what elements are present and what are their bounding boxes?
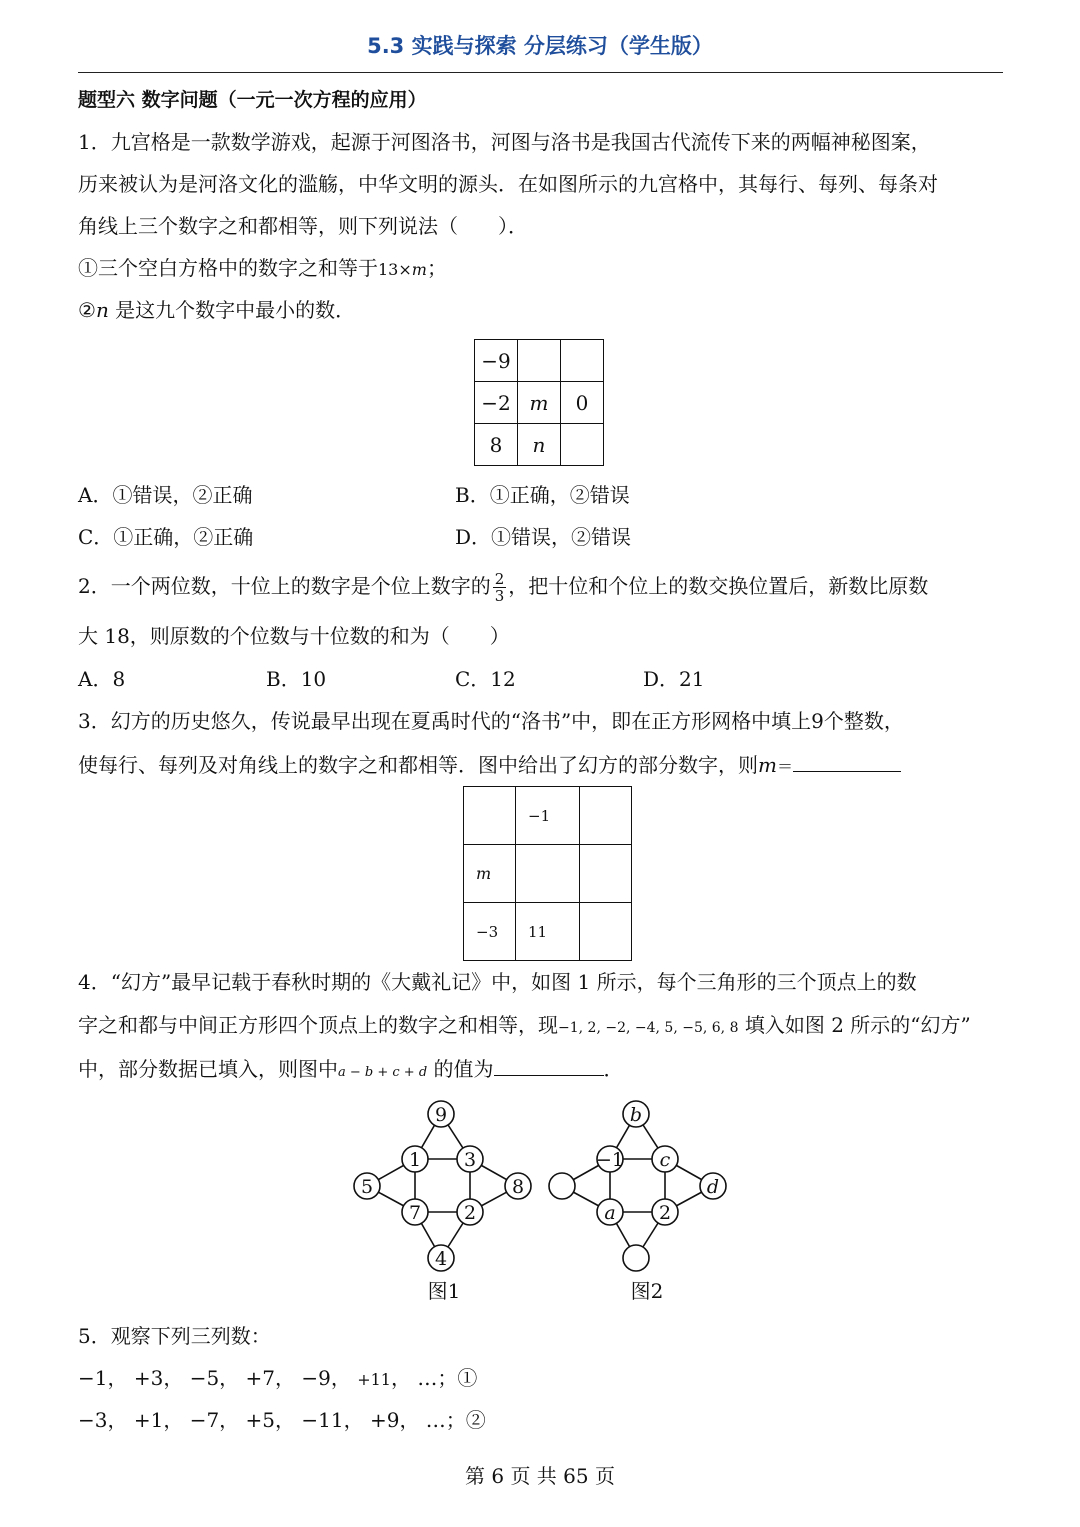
q1-cell — [518, 340, 561, 382]
q1-option-d: D．①错误，②错误 — [455, 525, 632, 549]
seq2-term: −3 — [78, 1408, 108, 1432]
seq2-term: +9 — [369, 1408, 400, 1432]
q1-cell: −2 — [475, 382, 518, 424]
q4-figure-1 — [340, 1092, 540, 1307]
q1-statement-1 — [78, 254, 447, 284]
q2-frac-denominator: 3 — [494, 587, 505, 605]
fig1-node-right: 8 — [511, 1176, 525, 1198]
fig2-node-right: d — [706, 1176, 720, 1198]
q3-cell: 11 — [516, 903, 580, 961]
q4-line-1: 4．“幻方”最早记载于春秋时期的《大戴礼记》中，如图 1 所示，每个三角形的三个顶点上的数 — [78, 970, 917, 994]
seq1-term: −5 — [189, 1366, 220, 1390]
fig1-node-square-br: 2 — [463, 1202, 477, 1224]
q1-cell: n — [518, 424, 561, 466]
q3-cell — [464, 787, 516, 845]
page-header-title: 5.3 实践与探索 分层练习（学生版） — [367, 34, 713, 58]
fig1-node-top: 9 — [434, 1104, 448, 1126]
q1-statement-2 — [78, 296, 355, 324]
q4-line-3 — [78, 1053, 624, 1087]
q1-s1-end: ； — [426, 256, 447, 280]
q3-cell — [516, 845, 580, 903]
fig1-node-left: 5 — [360, 1176, 374, 1198]
q2-text-2: ，把十位和个位上的数交换位置后，新数比原数 — [508, 574, 929, 598]
seq1-term: +7 — [245, 1366, 276, 1390]
q1-option-a: A．①错误，②正确 — [78, 483, 253, 507]
q3-cell — [580, 903, 632, 961]
q4-line-2b: 填入如图 2 所示的“幻方” — [738, 1013, 971, 1037]
q4-answer-blank[interactable] — [494, 1053, 604, 1076]
seq1-tag: ① — [457, 1366, 478, 1390]
seq1-term: −9 — [301, 1366, 331, 1390]
q1-magic-square — [474, 339, 604, 466]
q3-line-2-text: 使每行、每列及对角线上的数字之和都相等．图中给出了幻方的部分数字，则 — [78, 753, 758, 777]
q1-s1-text: ①三个空白方格中的数字之和等于 — [78, 256, 378, 280]
fig2-node-square-tl: −1 — [595, 1149, 625, 1171]
q3-cell: −3 — [464, 903, 516, 961]
seq1-term: +11 — [357, 1370, 391, 1389]
fig2-caption: 图2 — [630, 1279, 664, 1303]
q3-magic-square — [463, 786, 632, 961]
q2-line-2: 大 18，则原数的个位数与十位数的和为（ ） — [78, 624, 510, 648]
q2-option-b: B．10 — [266, 667, 327, 691]
q1-s2-text: 是这九个数字中最小的数． — [108, 298, 356, 322]
q3-cell — [580, 787, 632, 845]
q2-fraction — [493, 571, 507, 604]
q1-s1-var: m — [411, 260, 427, 279]
q3-cell: m — [464, 845, 516, 903]
q1-line-3: 角线上三个数字之和都相等，则下列说法（ ）． — [78, 214, 528, 238]
q1-line-2: 历来被认为是河洛文化的滥觞，中华文明的源头．在如图所示的九宫格中，其每行、每列、每条对 — [78, 172, 938, 196]
fig1-node-square-tr: 3 — [463, 1149, 477, 1171]
q1-option-b: B．①正确，②错误 — [455, 483, 630, 507]
seq2-ellipsis: … — [425, 1408, 446, 1432]
q4-expression: a − b + c + d — [338, 1065, 428, 1080]
q1-cell — [561, 424, 604, 466]
q4-numbers: −1, 2, −2, −4, 5, −5, 6, 8 — [558, 1020, 739, 1036]
fig2-node-square-bl: a — [604, 1202, 616, 1224]
q5-line-1: 5．观察下列三列数： — [78, 1324, 271, 1348]
q3-var: m — [758, 753, 777, 777]
q4-line-2 — [78, 1011, 971, 1042]
seq1-ellipsis: … — [417, 1366, 438, 1390]
q1-s1-math: 13× — [378, 260, 412, 279]
fig1-node-square-bl: 7 — [408, 1202, 422, 1224]
page-footer: 第 6 页 共 65 页 — [465, 1464, 615, 1488]
q1-line-1: 1．九宫格是一款数学游戏，起源于河图洛书，河图与洛书是我国古代流传下来的两幅神秘图案， — [78, 130, 931, 154]
q3-line-1: 3．幻方的历史悠久，传说最早出现在夏禹时代的“洛书”中，即在正方形网格中填上9个整数， — [78, 709, 904, 733]
q3-line-2 — [78, 749, 901, 781]
q1-cell — [561, 340, 604, 382]
q1-cell: −9 — [475, 340, 518, 382]
q2-text-1: 2．一个两位数，十位上的数字是个位上数字的 — [78, 574, 491, 598]
q4-line-3c: ． — [603, 1057, 624, 1081]
seq2-term: −7 — [189, 1408, 220, 1432]
q1-option-c: C．①正确，②正确 — [78, 525, 254, 549]
seq2-term: −11 — [301, 1408, 344, 1432]
q5-sequence-1: −1， +3， −5， +7， −9， +11， …；① — [78, 1366, 478, 1390]
q4-line-3b: 的值为 — [427, 1057, 494, 1081]
q3-equals: ＝ — [776, 757, 793, 776]
fig1-node-square-tl: 1 — [408, 1149, 422, 1171]
q1-s2-var: n — [95, 298, 109, 322]
seq2-term: +1 — [133, 1408, 164, 1432]
q2-option-d: D．21 — [643, 667, 705, 691]
q3-cell — [580, 845, 632, 903]
fig2-node-square-br: 2 — [658, 1202, 672, 1224]
seq2-term: +5 — [245, 1408, 276, 1432]
q2-frac-numerator: 2 — [494, 570, 505, 588]
fig2-node-square-tr: c — [659, 1149, 671, 1171]
fig2-node-top: b — [629, 1104, 643, 1126]
seq2-tag: ② — [465, 1408, 486, 1432]
seq1-term: +3 — [133, 1366, 164, 1390]
q3-cell: −1 — [516, 787, 580, 845]
q1-cell: m — [518, 382, 561, 424]
q1-s2-prefix: ② — [78, 298, 96, 322]
q1-cell: 0 — [561, 382, 604, 424]
seq1-term: −1 — [78, 1366, 108, 1390]
q3-answer-blank[interactable] — [793, 749, 901, 772]
q2-line-1 — [78, 562, 928, 610]
q4-line-3a: 中，部分数据已填入，则图中 — [78, 1057, 338, 1081]
q4-figure-2 — [535, 1092, 735, 1307]
section-title: 题型六 数字问题（一元一次方程的应用） — [78, 89, 427, 111]
fig1-caption: 图1 — [427, 1279, 461, 1303]
q2-option-a: A．8 — [78, 667, 126, 691]
q2-option-c: C．12 — [455, 667, 516, 691]
q4-line-2a: 字之和都与中间正方形四个顶点上的数字之和相等，现 — [78, 1013, 558, 1037]
q5-sequence-2: −3， +1， −7， +5， −11， +9， …；② — [78, 1408, 486, 1432]
q1-cell: 8 — [475, 424, 518, 466]
fig1-node-bottom: 4 — [434, 1248, 448, 1270]
header-divider — [78, 72, 1003, 73]
